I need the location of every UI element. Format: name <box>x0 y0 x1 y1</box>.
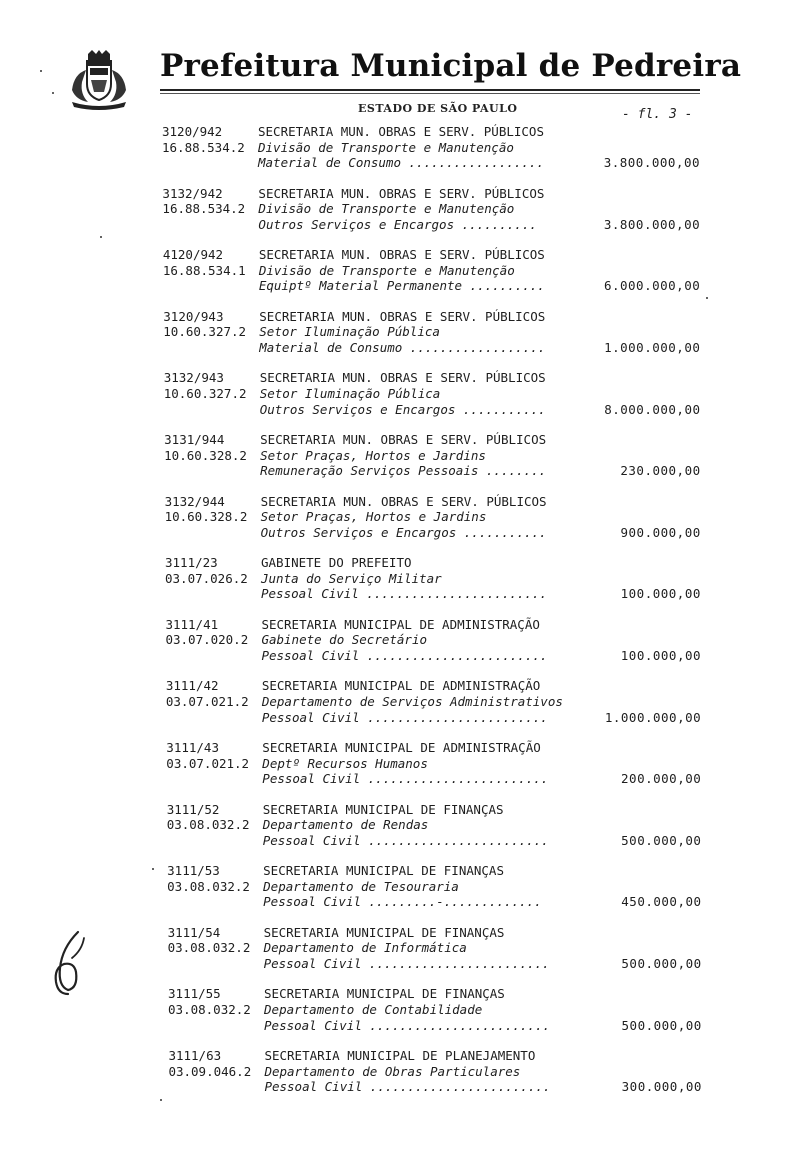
program-code: 03.07.026.2 <box>165 570 248 586</box>
allocation-code: 3120/942 <box>162 124 223 139</box>
allocation-code: 3111/53 <box>167 863 220 879</box>
department-name: SECRETARIA MUNICIPAL DE PLANEJAMENTO <box>264 1048 536 1063</box>
amount-value: 1.000.000,00 <box>604 709 702 725</box>
expense-item: Outros Serviços e Encargos ........... <box>260 524 547 540</box>
department-name: SECRETARIA MUN. OBRAS E SERV. PÚBLICOS <box>258 185 545 201</box>
expense-item: Pessoal Civil ........................ <box>261 586 547 602</box>
amount-value: 6.000.000,00 <box>603 278 701 294</box>
amount-value: 500.000,00 <box>621 1017 702 1033</box>
amount-value: 8.000.000,00 <box>604 401 701 417</box>
expense-item: Pessoal Civil ........................ <box>262 832 549 848</box>
handwritten-initial <box>48 928 92 998</box>
department-name: SECRETARIA MUNICIPAL DE ADMINISTRAÇÃO <box>261 678 541 694</box>
program-code: 03.09.046.2 <box>168 1063 252 1079</box>
budget-entry <box>0 186 800 234</box>
budget-entry <box>0 617 800 665</box>
department-name: SECRETARIA MUN. OBRAS E SERV. PÚBLICOS <box>258 124 544 139</box>
expense-item: Pessoal Civil ........................ <box>261 709 548 725</box>
program-code: 10.60.327.2 <box>163 385 247 401</box>
expense-item: Pessoal Civil ........................ <box>263 955 550 971</box>
division-name: Departamento de Informática <box>263 940 467 956</box>
amount-value: 450.000,00 <box>621 894 702 910</box>
budget-entry <box>0 432 800 480</box>
budget-entry <box>0 986 800 1034</box>
expense-item: Outros Serviços e Encargos .......... <box>258 216 537 232</box>
budget-entry <box>0 247 800 295</box>
coat-of-arms-icon <box>66 50 132 110</box>
expense-item: Pessoal Civil ........................ <box>261 647 548 663</box>
department-name: SECRETARIA MUNICIPAL DE ADMINISTRAÇÃO <box>261 616 540 632</box>
allocation-code: 3120/943 <box>163 308 224 324</box>
allocation-code: 3132/942 <box>162 185 223 201</box>
expense-item: Remuneração Serviços Pessoais ........ <box>260 463 547 479</box>
department-name: SECRETARIA MUN. OBRAS E SERV. PÚBLICOS <box>260 432 547 447</box>
amount-value: 230.000,00 <box>620 463 701 479</box>
department-name: SECRETARIA MUNICIPAL DE FINANÇAS <box>263 863 504 879</box>
amount-value: 1.000.000,00 <box>604 339 701 355</box>
allocation-code: 3131/944 <box>164 432 225 447</box>
department-name: SECRETARIA MUNICIPAL DE FINANÇAS <box>264 986 505 1002</box>
expense-item: Pessoal Civil ........................ <box>262 771 549 787</box>
state-label: ESTADO DE SÃO PAULO <box>358 102 518 115</box>
department-name: GABINETE DO PREFEITO <box>261 555 412 571</box>
header-rule <box>160 89 700 91</box>
budget-entry <box>0 863 800 911</box>
budget-entry <box>0 925 800 973</box>
program-code: 03.07.021.2 <box>166 755 250 771</box>
scan-speck <box>160 1099 162 1101</box>
division-name: Junta do Serviço Militar <box>261 570 442 586</box>
amount-value: 300.000,00 <box>621 1079 702 1095</box>
budget-entry <box>0 740 800 788</box>
allocation-code: 3111/42 <box>165 678 219 694</box>
program-code: 03.07.021.2 <box>165 693 249 709</box>
division-name: Departamento de Contabilidade <box>264 1001 483 1017</box>
program-code: 03.08.032.2 <box>168 1001 251 1017</box>
program-code: 03.08.032.2 <box>166 817 250 833</box>
budget-entry <box>0 309 800 357</box>
scan-speck <box>706 297 708 299</box>
department-name: SECRETARIA MUNICIPAL DE ADMINISTRAÇÃO <box>262 740 541 755</box>
allocation-code: 3111/55 <box>168 986 221 1002</box>
division-name: Gabinete do Secretário <box>261 632 428 648</box>
amount-value: 100.000,00 <box>620 647 702 663</box>
allocation-code: 3111/52 <box>166 801 220 817</box>
amount-value: 900.000,00 <box>620 524 701 540</box>
department-name: SECRETARIA MUNICIPAL DE FINANÇAS <box>262 801 504 817</box>
program-code: 03.07.020.2 <box>165 632 249 648</box>
amount-value: 200.000,00 <box>621 771 702 787</box>
amount-value: 500.000,00 <box>621 955 702 971</box>
division-name: Divisão de Transporte e Manutenção <box>258 139 514 155</box>
expense-item: Pessoal Civil .........-............. <box>263 894 542 910</box>
division-name: Divisão de Transporte e Manutenção <box>258 201 515 217</box>
division-name: Departamento de Rendas <box>262 817 429 833</box>
division-name: Divisão de Transporte e Manutenção <box>258 262 515 278</box>
scan-speck <box>52 92 54 94</box>
scan-speck <box>40 70 42 72</box>
allocation-code: 3111/41 <box>165 616 219 632</box>
expense-item: Equiptº Material Permanente .......... <box>258 278 545 294</box>
allocation-code: 4120/942 <box>162 247 224 263</box>
allocation-code: 3111/63 <box>168 1048 222 1063</box>
budget-entry <box>0 370 800 418</box>
scan-speck <box>100 236 102 238</box>
program-code: 16.88.534.2 <box>162 139 245 155</box>
program-code: 03.08.032.2 <box>167 940 251 956</box>
division-name: Setor Praças, Hortos e Jardins <box>260 509 487 525</box>
allocation-code: 3111/43 <box>166 740 219 755</box>
scan-speck <box>152 868 154 870</box>
allocation-code: 3111/23 <box>165 555 218 571</box>
expense-item: Outros Serviços e Encargos ........... <box>259 401 546 417</box>
budget-entry <box>0 1048 800 1096</box>
program-code: 10.60.328.2 <box>164 447 247 463</box>
expense-item: Material de Consumo .................. <box>259 339 546 355</box>
division-name: Setor Praças, Hortos e Jardins <box>260 447 486 463</box>
amount-value: 3.800.000,00 <box>603 155 700 171</box>
page-title: Prefeitura Municipal de Pedreira <box>160 48 742 84</box>
division-name: Departamento de Tesouraria <box>263 878 459 894</box>
expense-item: Pessoal Civil ........................ <box>264 1079 551 1095</box>
budget-entry <box>0 802 800 850</box>
program-code: 16.88.534.2 <box>162 201 246 217</box>
expense-item: Material de Consumo .................. <box>258 155 544 171</box>
division-name: Setor Iluminação Pública <box>259 385 441 401</box>
program-code: 03.08.032.2 <box>167 878 250 894</box>
amount-value: 100.000,00 <box>620 586 701 602</box>
program-code: 10.60.328.2 <box>164 509 248 525</box>
amount-value: 3.800.000,00 <box>603 216 701 232</box>
department-name: SECRETARIA MUNICIPAL DE FINANÇAS <box>263 924 505 940</box>
budget-entry <box>0 494 800 542</box>
division-name: Departamento de Obras Particulares <box>264 1063 521 1079</box>
allocation-code: 3132/943 <box>163 370 224 386</box>
header-rule-thin <box>160 93 700 94</box>
sheet-number: - fl. 3 - <box>622 107 693 122</box>
department-name: SECRETARIA MUN. OBRAS E SERV. PÚBLICOS <box>258 247 545 263</box>
department-name: SECRETARIA MUN. OBRAS E SERV. PÚBLICOS <box>260 493 547 509</box>
budget-entry <box>0 555 800 603</box>
division-name: Setor Iluminação Pública <box>259 324 440 340</box>
department-name: SECRETARIA MUN. OBRAS E SERV. PÚBLICOS <box>259 308 546 324</box>
program-code: 10.60.327.2 <box>163 324 247 340</box>
expense-item: Pessoal Civil ........................ <box>264 1017 550 1033</box>
budget-entry <box>0 124 800 172</box>
amount-value: 500.000,00 <box>621 832 702 848</box>
budget-entry <box>0 678 800 726</box>
program-code: 16.88.534.1 <box>162 262 246 278</box>
department-name: SECRETARIA MUN. OBRAS E SERV. PÚBLICOS <box>259 370 546 386</box>
division-name: Deptº Recursos Humanos <box>262 755 428 771</box>
allocation-code: 3111/54 <box>167 924 221 940</box>
division-name: Departamento de Serviços Administrativos <box>261 693 563 709</box>
allocation-code: 3132/944 <box>164 493 225 509</box>
